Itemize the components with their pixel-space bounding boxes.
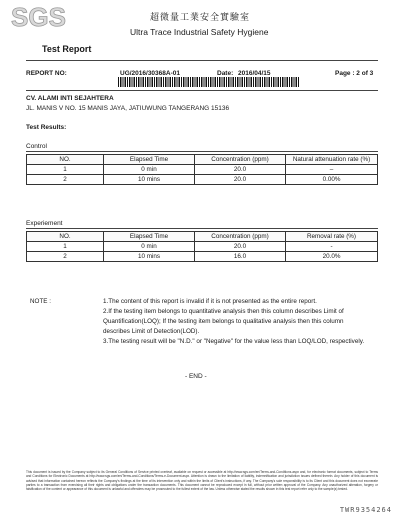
svg-text:SGS: SGS [11,2,66,30]
end-marker: - END - [185,373,207,380]
date-label: Date: [217,70,234,77]
page-number: Page : 2 of 3 [335,70,374,77]
note-line: 1.The content of this report is invalid if it is not presented as the entire report. [103,298,317,305]
table-cell: 2 [27,252,104,262]
footer-disclaimer: This document is issued by the Company subject to its General Conditions of Service printed overleaf, available on request or accessible at http://www.sgs.com/en/Terms-and-Conditions.aspx and, for electronic format documents, subject to Terms and Conditions for Electronic Documents at http://www.sgs.com/en/Terms-and-Conditions/Terms-e-Document.aspx. Attention is drawn to the limitation of liability, indemnification and jurisdiction issues defined therein. Any holder of this document is advised that information contained hereon reflects the Company's findings at the time of its intervention only and within the limits of Client's instructions, if any. The Company's sole responsibility is to its Client and this document does not exonerate parties to a transaction from exercising all their rights and obligations under the transaction documents. This document cannot be reproduced except in full, without prior written approval of the Company. Any unauthorized alteration, forgery or falsification of the content or appearance of this document is unlawful and offenders may be prosecuted to the fullest extent of the law. Unless otherwise stated the results shown in this test report refer only to the sample(s) tested. [26,470,378,492]
table-cell: 0 min [104,165,195,175]
document-title: Test Report [42,44,92,54]
table-cell: - [286,242,378,252]
table-cell: 0 min [104,242,195,252]
table-cell: 2 [27,175,104,185]
table-header-row [27,232,378,242]
table-cell: 1 [27,165,104,175]
experiment-title: Experiement [26,220,63,227]
test-results-label: Test Results: [26,124,67,131]
chinese-lab-title: 超微量工業安全實驗室 [150,13,251,23]
table-header-row [27,155,378,165]
table-row [27,242,378,252]
note-line: 3.The testing result will be "N.D." or "Negative" for the value less than LOQ/LOD, respectively. [103,338,365,345]
note-body [103,297,393,347]
experiment-rule [26,228,378,229]
note-label: NOTE : [30,298,51,305]
table-cell: 20.0% [286,252,378,262]
table-cell: 0.00% [286,175,378,185]
header-cell: Natural attenuation rate (%) [286,155,378,165]
control-table [26,154,378,185]
barcode [118,77,300,87]
experiment-table [26,231,378,262]
table-row [27,175,378,185]
table-cell: 10 mins [104,175,195,185]
meta-divider [26,90,378,91]
sgs-logo [10,2,66,30]
table-cell: 20.0 [195,165,286,175]
table-cell: – [286,165,378,175]
header-divider [26,60,378,61]
note-line: describes Limit of Detection(LOD). [103,328,200,335]
table-cell: 20.0 [195,242,286,252]
header-cell: Concentration (ppm) [195,155,286,165]
header-cell: NO. [27,155,104,165]
control-rule [26,151,378,152]
table-cell: 20.0 [195,175,286,185]
client-name: CV. ALAMI INTI SEJAHTERA [26,95,114,102]
table-cell: 1 [27,242,104,252]
note-line: 2.If the testing item belongs to quantitative analysis then this column describes Limit of [103,308,344,315]
header-cell: Elapsed Time [104,232,195,242]
report-no-label: REPORT NO: [26,70,67,77]
header-cell: Concentration (ppm) [195,232,286,242]
table-row [27,165,378,175]
header-cell: Elapsed Time [104,155,195,165]
header-cell: Removal rate (%) [286,232,378,242]
table-cell: 16.0 [195,252,286,262]
client-address: JL. MANIS V NO. 15 MANIS JAYA, JATIUWUNG TANGERANG 15136 [26,105,230,112]
table-row [27,252,378,262]
header-cell: NO. [27,232,104,242]
table-cell: 10 mins [104,252,195,262]
report-no-value: UG/2016/30368A-01 [120,70,180,77]
note-line: Quantification(LOQ); If the testing item belongs to qualitative analysis then this column [103,318,344,325]
date-value: 2016/04/15 [238,70,271,77]
document-serial: TWR9354264 [339,506,392,514]
control-title: Control [26,143,47,150]
lab-name: Ultra Trace Industrial Safety Hygiene [130,27,269,37]
